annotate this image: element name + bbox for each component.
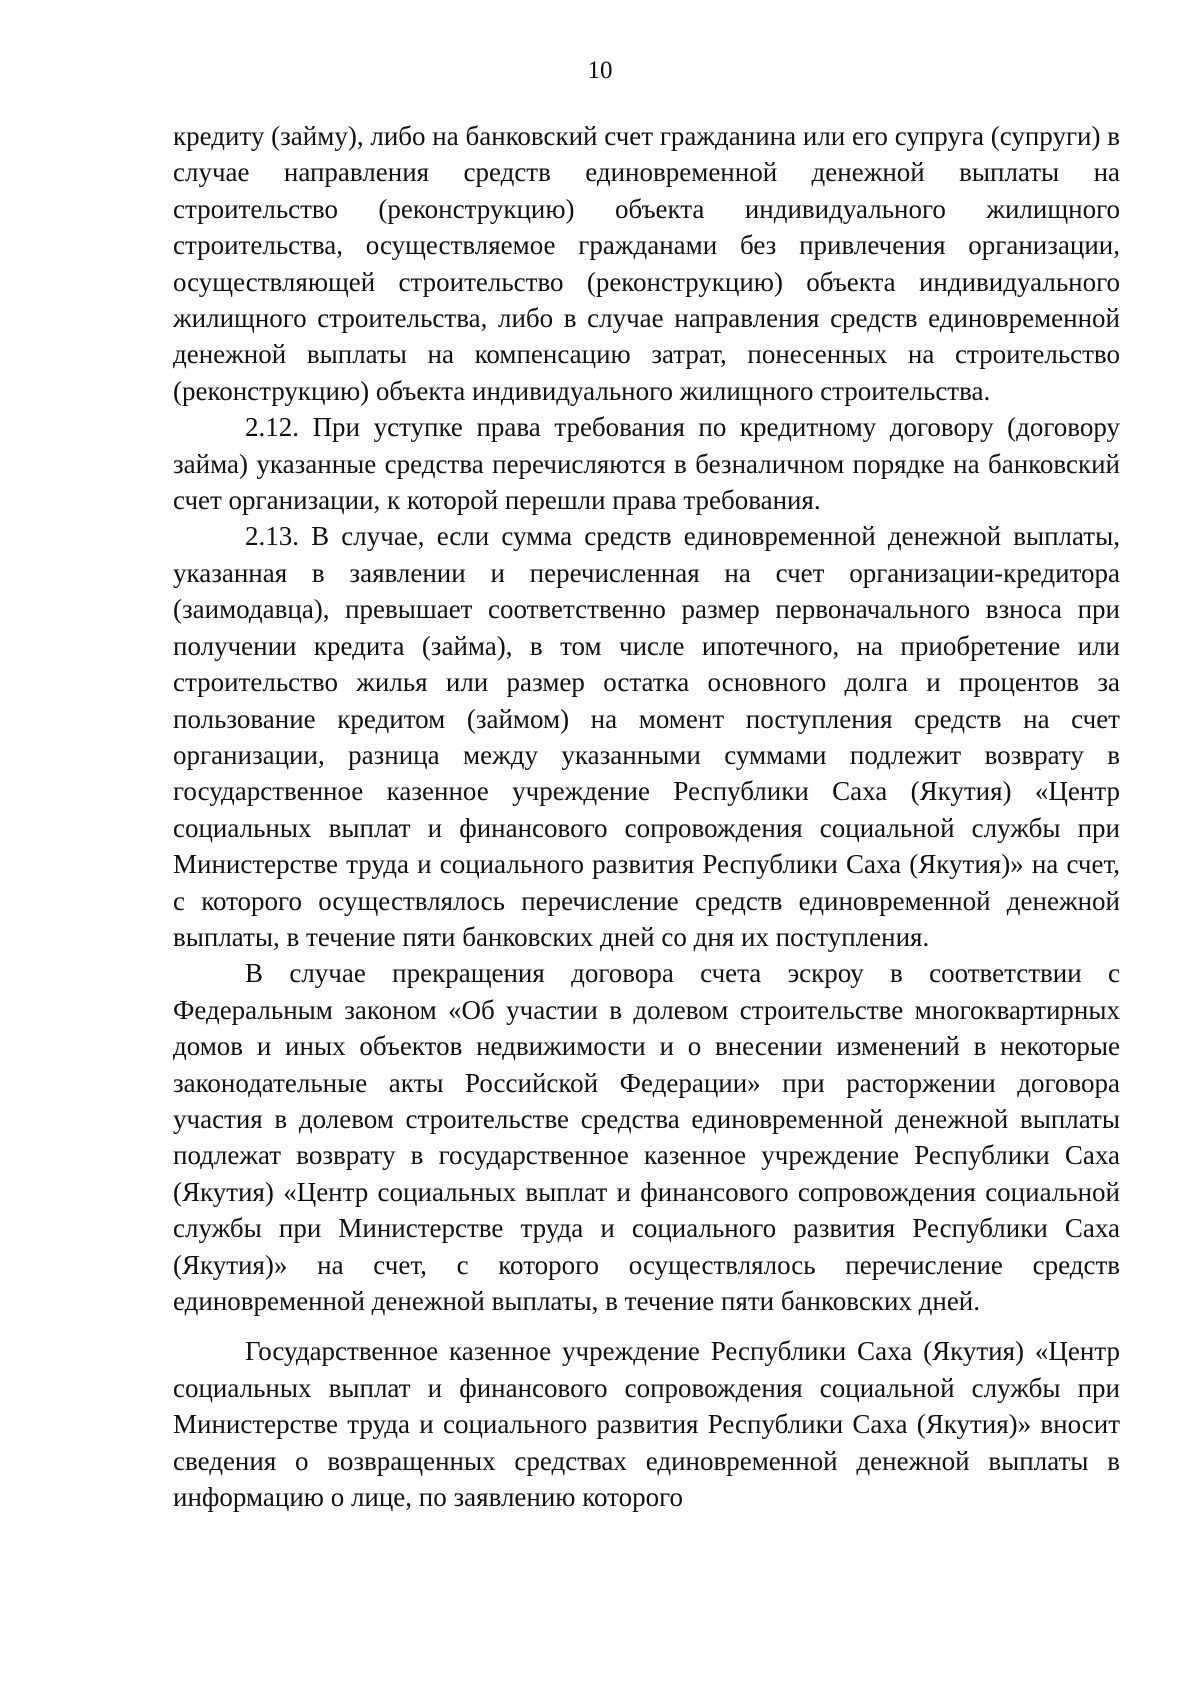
paragraph-2-13: 2.13. В случае, если сумма средств единовременной денежной выплаты, указанная в заявлении и перечисленная на счет организации-кредитора (заимодавца), превышает соответственно размер первоначального взноса при получении кредита (займа), в том числе ипотечного, на приобретение или строительство жилья или размер остатка основного долга и процентов за пользование кредитом (займом) на момент поступления средств на счет организации, разница между указанными суммами подлежит возврату в государственное казенное учреждение Республики Саха (Якутия) «Центр социальных выплат и финансового сопровождения социальной службы при Министерстве труда и социального развития Республики Саха (Якутия)» на счет, с которого осуществлялось перечисление средств единовременной денежной выплаты, в течение пяти банковских дней со дня их поступления. [173, 521, 1120, 952]
paragraph-state-institution: Государственное казенное учреждение Республики Саха (Якутия) «Центр социальных выплат и финансового сопровождения социальной службы при Министерстве труда и социального развития Республики Саха (Якутия)» вносит сведения о возвращенных средствах единовременной денежной выплаты в информацию о лице, по заявлению которого [173, 1336, 1120, 1513]
document-body [173, 118, 1120, 1515]
paragraph-continuation: кредиту (займу), либо на банковский счет гражданина или его супруга (супруги) в случае направления средств единовременной денежной выплаты на строительство (реконструкцию) объекта индивидуального жилищного строительства, осуществляемое гражданами без привлечения организации, осуществляющей строительство (реконструкцию) объекта индивидуального жилищного строительства, либо в случае направления средств единовременной денежной выплаты на компенсацию затрат, понесенных на строительство (реконструкцию) объекта индивидуального жилищного строительства. [173, 121, 1120, 406]
page-number: 10 [587, 57, 613, 84]
paragraph-escrow: В случае прекращения договора счета эскроу в соответствии с Федеральным законом «Об участии в долевом строительстве многоквартирных домов и иных объектов недвижимости и о внесении изменений в некоторые законодательные акты Российской Федерации» при расторжении договора участия в долевом строительстве средства единовременной денежной выплаты подлежат возврату в государственное казенное учреждение Республики Саха (Якутия) «Центр социальных выплат и финансового сопровождения социальной службы при Министерстве труда и социального развития Республики Саха (Якутия)» на счет, с которого осуществлялось перечисление средств единовременной денежной выплаты, в течение пяти банковских дней. [173, 958, 1120, 1316]
paragraph-2-12: 2.12. При уступке права требования по кредитному договору (договору займа) указанные средства перечисляются в безналичном порядке на банковский счет организации, к которой перешли права требования. [173, 412, 1120, 516]
